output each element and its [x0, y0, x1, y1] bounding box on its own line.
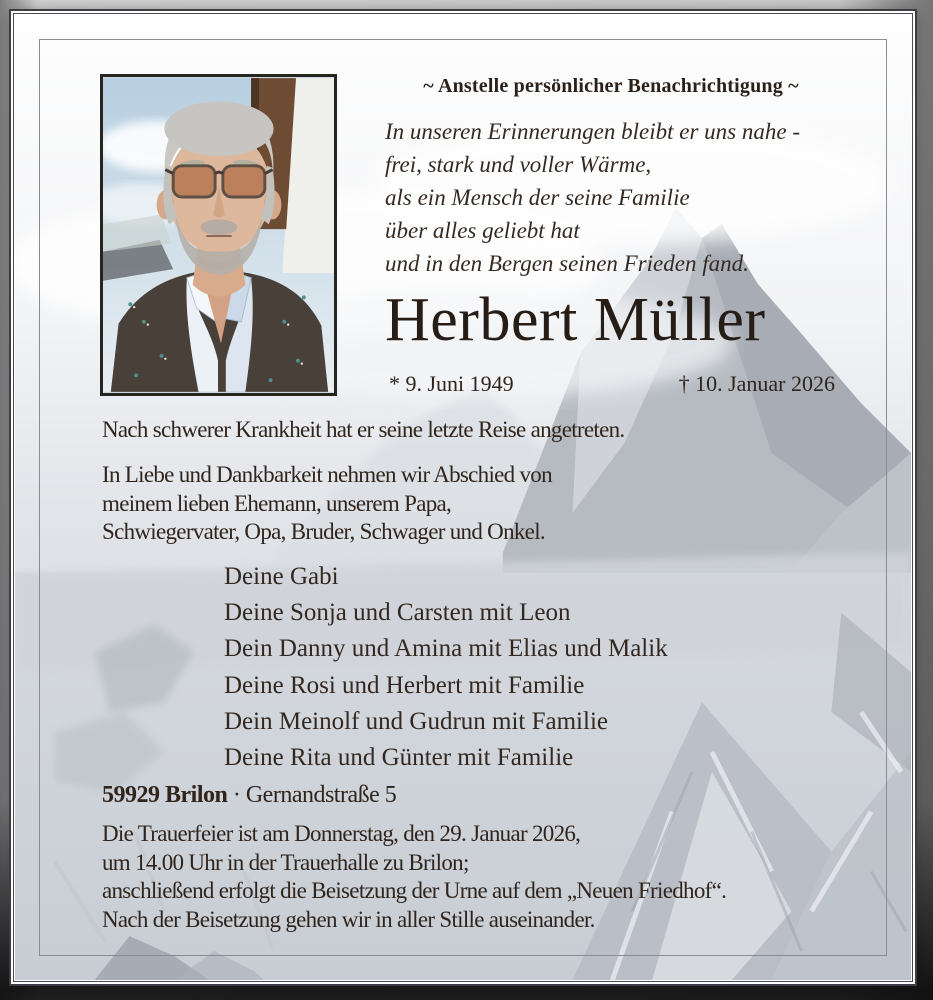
birth-date: * 9. Juni 1949	[389, 371, 514, 396]
life-dates	[389, 371, 835, 397]
address-line	[102, 782, 396, 809]
address-city: 59929 Brilon	[102, 782, 228, 808]
death-date: † 10. Januar 2026	[678, 371, 835, 396]
funeral-line: um 14.00 Uhr in der Trauerhalle zu Brilon;	[102, 849, 469, 875]
obituary-card	[9, 9, 917, 986]
funeral-line: Die Trauerfeier ist am Donnerstag, den 29. Januar 2026,	[102, 821, 581, 846]
mourner-line: Dein Danny und Amina mit Elias und Malik	[224, 635, 668, 663]
poem-line: frei, stark und voller Wärme,	[385, 152, 652, 177]
mourner-line: Deine Rosi und Herbert mit Familie	[224, 671, 585, 699]
address-street: · Gernandstraße 5	[232, 782, 397, 808]
poem-line: als ein Mensch der seine Familie	[385, 185, 690, 210]
mourner-line: Dein Meinolf und Gudrun mit Familie	[224, 707, 608, 735]
deceased-name: Herbert Müller	[385, 286, 766, 354]
poem-line: über alles geliebt hat	[385, 218, 580, 243]
farewell-line: meinem lieben Ehemann, unserem Papa,	[102, 490, 452, 516]
farewell-line: In Liebe und Dankbarkeit nehmen wir Abschied von	[102, 462, 552, 487]
funeral-line: anschließend erfolgt die Beisetzung der Urne auf dem „Neuen Friedhof“.	[102, 878, 727, 903]
memorial-header: ~ Anstelle persönlicher Benachrichtigung ~	[423, 75, 799, 97]
funeral-details	[102, 820, 726, 906]
closing-line: Nach der Beisetzung gehen wir in aller Stille auseinander.	[102, 907, 595, 932]
portrait-photo	[100, 74, 337, 396]
memorial-poem	[385, 115, 837, 280]
farewell-paragraph	[102, 461, 552, 547]
mourner-line: Deine Gabi	[224, 563, 339, 590]
memorial-text-column	[385, 75, 837, 280]
intro-line: Nach schwerer Krankheit hat er seine letzte Reise angetreten.	[102, 417, 625, 442]
mourner-line: Deine Rita und Günter mit Familie	[224, 744, 574, 772]
mourners-list	[224, 559, 668, 776]
farewell-line: Schwiegervater, Opa, Bruder, Schwager und Onkel.	[102, 519, 545, 544]
mourner-line: Deine Sonja und Carsten mit Leon	[224, 599, 571, 627]
poem-line: In unseren Erinnerungen bleibt er uns nahe -	[385, 119, 800, 144]
poem-line: und in den Bergen seinen Frieden fand.	[385, 251, 749, 276]
